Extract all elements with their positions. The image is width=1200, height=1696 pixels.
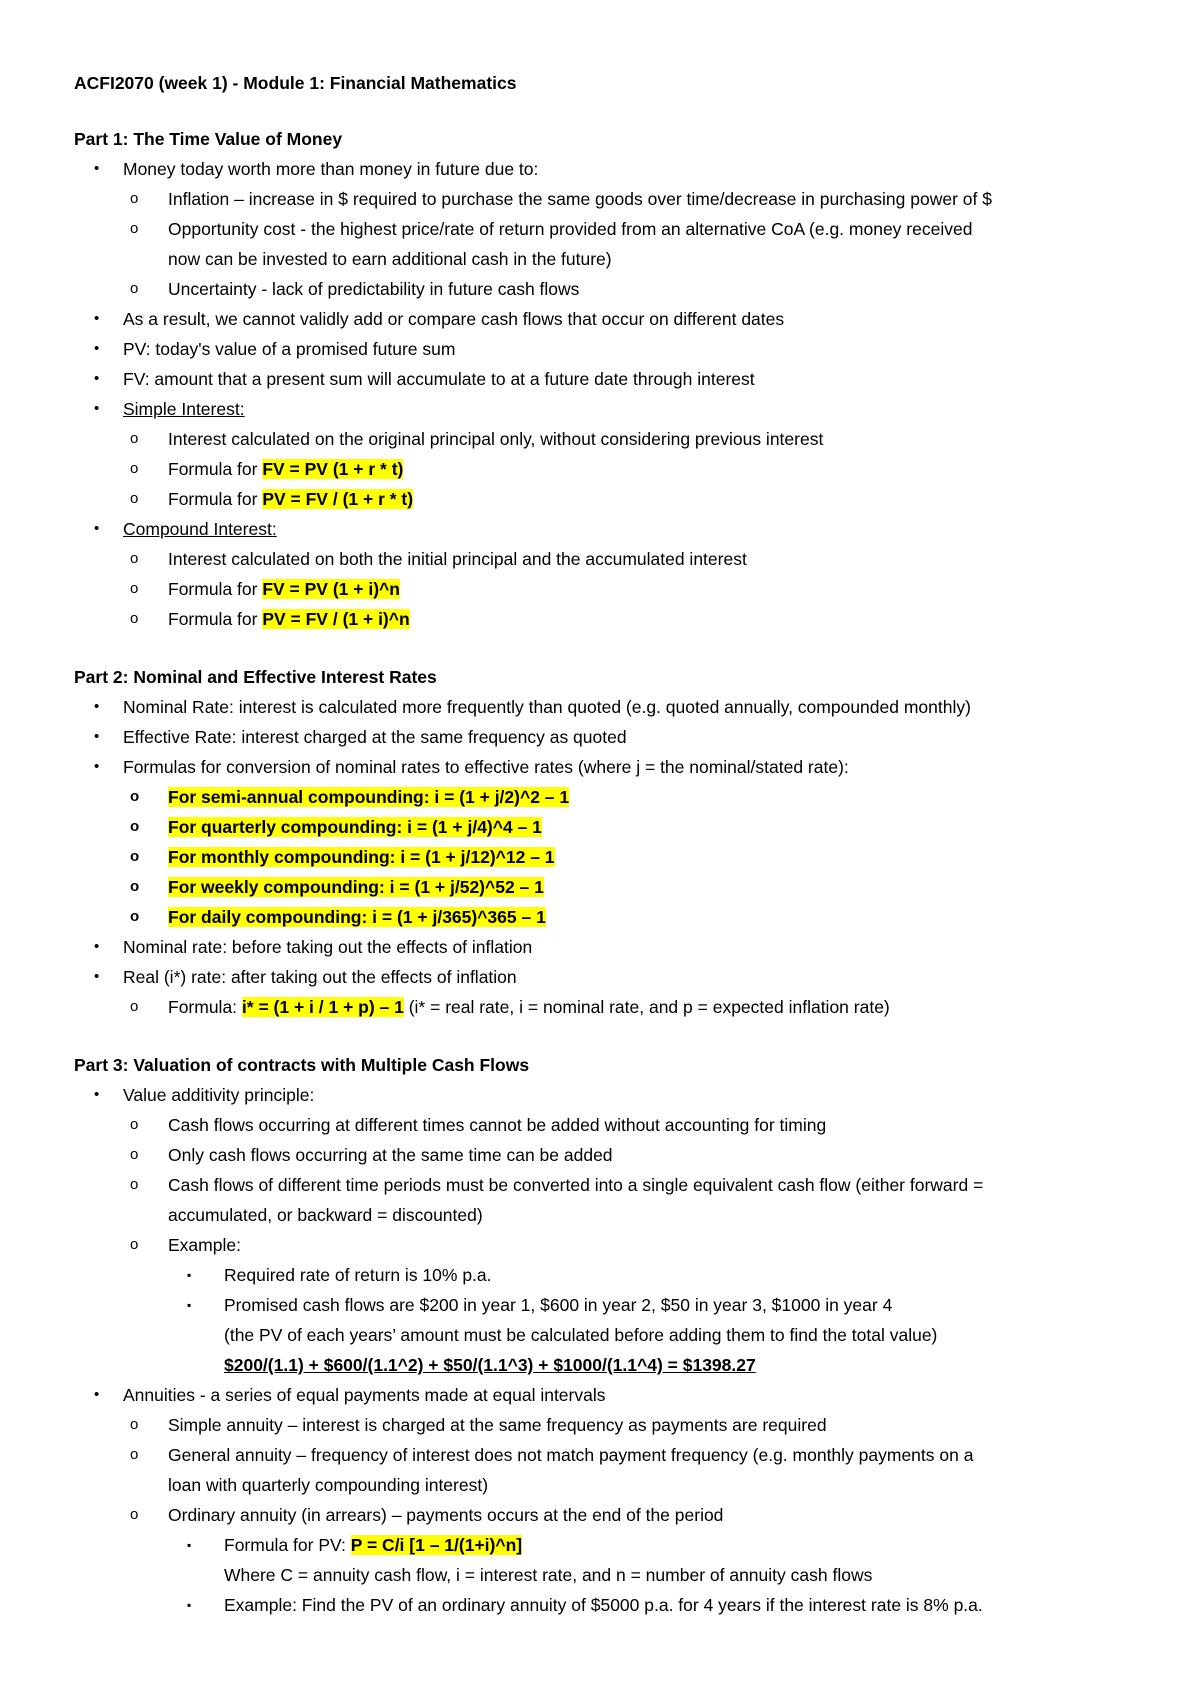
list-item: o Simple annuity – interest is charged at the same frequency as payments are required (74, 1410, 1140, 1440)
bullet-icon: • (94, 968, 100, 985)
bullet-icon: • (94, 160, 100, 177)
list-item: • FV: amount that a present sum will accumulate to at a future date through interest (74, 364, 1140, 394)
list-item: • As a result, we cannot validly add or compare cash flows that occur on different dates (74, 304, 1140, 334)
list-item: o Formula for FV = PV (1 + i)^n (74, 574, 1140, 604)
list-item: • Annuities - a series of equal payments made at equal intervals (74, 1380, 1140, 1410)
list-item: • Nominal rate: before taking out the effects of inflation (74, 932, 1140, 962)
list-item: o Inflation – increase in $ required to purchase the same goods over time/decrease in purchasing power of $ (74, 184, 1140, 214)
list-item: o Ordinary annuity (in arrears) – payments occurs at the end of the period (74, 1500, 1140, 1530)
bullet-icon: • (94, 698, 100, 715)
list-item: o Only cash flows occurring at the same time can be added (74, 1140, 1140, 1170)
sub-bullet-icon: o (130, 1506, 139, 1523)
list-item: o Cash flows of different time periods must be converted into a single equivalent cash flow (either forward = accumulated, or backward = discounted) (74, 1170, 1140, 1230)
sub-bullet-icon: o (130, 1416, 139, 1433)
bullet-icon: • (94, 310, 100, 327)
list-item (74, 872, 1140, 902)
document-title: ACFI2070 (week 1) - Module 1: Financial Mathematics (74, 73, 517, 93)
sub-bullet-icon: o (130, 430, 139, 447)
part2-list (74, 692, 1140, 1022)
list-item: o Formula for PV = FV / (1 + i)^n (74, 604, 1140, 634)
list-item: o Formula: i* = (1 + i / 1 + p) – 1 (i* = real rate, i = nominal rate, and p = expected inflation rate) (74, 992, 1140, 1022)
bullet-icon: • (94, 400, 100, 417)
square-bullet-icon: ▪ (187, 1268, 192, 1282)
conversion-formula: For daily compounding: i = (1 + j/365)^365 – 1 (168, 907, 546, 927)
conversion-formula: For monthly compounding: i = (1 + j/12)^12 – 1 (168, 847, 555, 867)
list-item: o Formula for FV = PV (1 + r * t) (74, 454, 1140, 484)
list-item: o Formula for PV = FV / (1 + r * t) (74, 484, 1140, 514)
sub-bullet-icon: o (130, 580, 139, 597)
part3-list (74, 1080, 1140, 1620)
sub-bullet-icon: o (130, 1236, 139, 1253)
formula-highlight: FV = PV (1 + r * t) (262, 459, 404, 479)
list-item: • Value additivity principle: (74, 1080, 1140, 1110)
bullet-icon: • (94, 758, 100, 775)
sub-bullet-icon: o (130, 878, 140, 895)
sub-bullet-icon: o (130, 1446, 139, 1463)
list-item: ▪ Formula for PV: P = C/i [1 – 1/(1+i)^n] Where C = annuity cash flow, i = interest rate, and n = number of annuity cash flows (74, 1530, 1140, 1590)
sub-bullet-icon: o (130, 490, 139, 507)
list-item: ▪ Promised cash flows are $200 in year 1, $600 in year 2, $50 in year 3, $1000 in year 4 (74, 1290, 1140, 1320)
example-calculation: $200/(1.1) + $600/(1.1^2) + $50/(1.1^3) + $1000/(1.1^4) = $1398.27 (224, 1355, 756, 1375)
list-item (74, 394, 1140, 424)
list-item (74, 514, 1140, 544)
square-bullet-icon: ▪ (187, 1598, 192, 1612)
list-item: o Interest calculated on both the initial principal and the accumulated interest (74, 544, 1140, 574)
list-item (74, 812, 1140, 842)
compound-interest-label: Compound Interest: (123, 519, 277, 539)
formula-highlight: PV = FV / (1 + i)^n (262, 609, 410, 629)
list-item: o Example: (74, 1230, 1140, 1260)
example-note: (the PV of each years’ amount must be calculated before adding them to find the total value) (224, 1325, 938, 1345)
list-item: o Uncertainty - lack of predictability in future cash flows (74, 274, 1140, 304)
list-item: ▪ Required rate of return is 10% p.a. (74, 1260, 1140, 1290)
sub-bullet-icon: o (130, 460, 139, 477)
conversion-formula: For weekly compounding: i = (1 + j/52)^52 – 1 (168, 877, 544, 897)
list-item: o Cash flows occurring at different times cannot be added without accounting for timing (74, 1110, 1140, 1140)
formula-highlight: PV = FV / (1 + r * t) (262, 489, 414, 509)
sub-bullet-icon: o (130, 550, 139, 567)
sub-bullet-icon: o (130, 848, 140, 865)
simple-interest-label: Simple Interest: (123, 399, 245, 419)
list-item (74, 782, 1140, 812)
formula-highlight: P = C/i [1 – 1/(1+i)^n] (350, 1535, 523, 1555)
bullet-icon: • (94, 520, 100, 537)
bullet-icon: • (94, 370, 100, 387)
sub-bullet-icon: o (130, 280, 139, 297)
formula-highlight: i* = (1 + i / 1 + p) – 1 (241, 997, 404, 1017)
part3-heading: Part 3: Valuation of contracts with Multiple Cash Flows (74, 1055, 530, 1075)
sub-bullet-icon: o (130, 1116, 139, 1133)
list-item (74, 842, 1140, 872)
list-item: o General annuity – frequency of interest does not match payment frequency (e.g. monthly payments on a loan with quarterly compounding interest) (74, 1440, 1140, 1500)
conversion-formula: For semi-annual compounding: i = (1 + j/2)^2 – 1 (168, 787, 570, 807)
list-item (74, 902, 1140, 932)
sub-bullet-icon: o (130, 220, 139, 237)
list-item: o Opportunity cost - the highest price/rate of return provided from an alternative CoA (e.g. money received now can be invested to earn additional cash in the future) (74, 214, 1140, 274)
list-item: • Effective Rate: interest charged at the same frequency as quoted (74, 722, 1140, 752)
list-item: ▪ Example: Find the PV of an ordinary annuity of $5000 p.a. for 4 years if the interest rate is 8% p.a. (74, 1590, 1140, 1620)
bullet-icon: • (94, 938, 100, 955)
square-bullet-icon: ▪ (187, 1298, 192, 1312)
sub-bullet-icon: o (130, 788, 140, 805)
bullet-icon: • (94, 340, 100, 357)
bullet-icon: • (94, 1386, 100, 1403)
sub-bullet-icon: o (130, 998, 139, 1015)
list-item: • Formulas for conversion of nominal rates to effective rates (where j = the nominal/stated rate): (74, 752, 1140, 782)
sub-bullet-icon: o (130, 610, 139, 627)
part2-heading: Part 2: Nominal and Effective Interest Rates (74, 667, 437, 687)
formula-highlight: FV = PV (1 + i)^n (262, 579, 400, 599)
sub-bullet-icon: o (130, 908, 140, 925)
part1-list (74, 154, 1140, 634)
sub-bullet-icon: o (130, 1176, 139, 1193)
list-item: • Real (i*) rate: after taking out the effects of inflation (74, 962, 1140, 992)
part1-heading: Part 1: The Time Value of Money (74, 129, 343, 149)
bullet-icon: • (94, 728, 100, 745)
sub-bullet-icon: o (130, 190, 139, 207)
bullet-icon: • (94, 1086, 100, 1103)
square-bullet-icon: ▪ (187, 1538, 192, 1552)
list-item: • PV: today's value of a promised future sum (74, 334, 1140, 364)
sub-bullet-icon: o (130, 818, 140, 835)
sub-bullet-icon: o (130, 1146, 139, 1163)
conversion-formula: For quarterly compounding: i = (1 + j/4)^4 – 1 (168, 817, 542, 837)
list-item: • Nominal Rate: interest is calculated more frequently than quoted (e.g. quoted annually, compounded monthly) (74, 692, 1140, 722)
list-item: o Interest calculated on the original principal only, without considering previous interest (74, 424, 1140, 454)
list-item: • Money today worth more than money in future due to: (74, 154, 1140, 184)
